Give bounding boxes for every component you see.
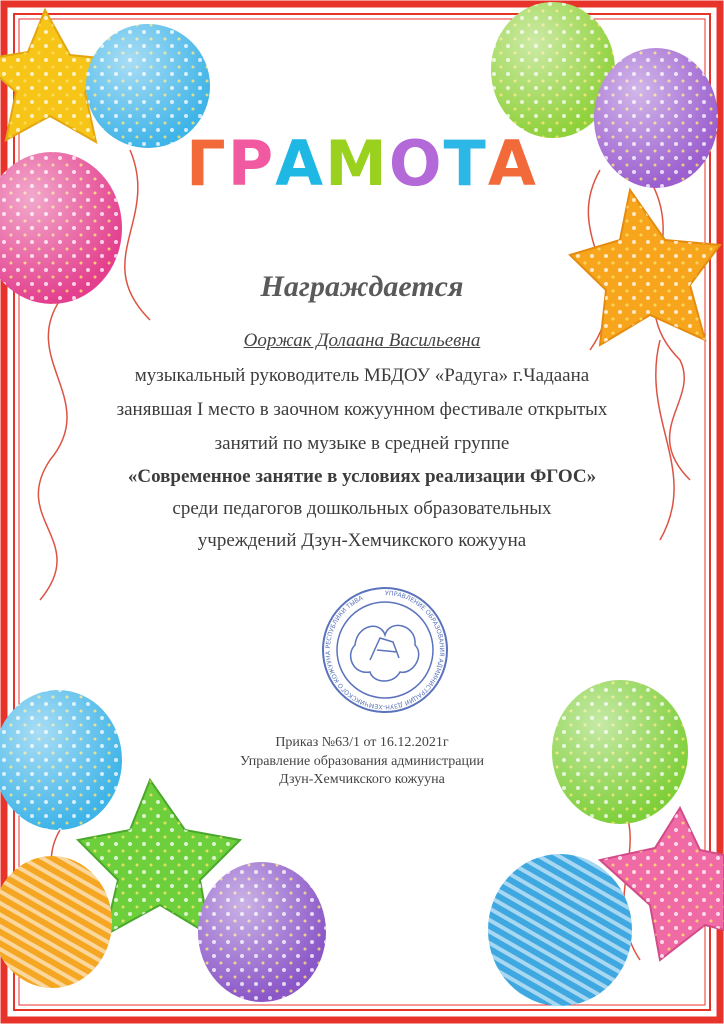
title-letter: А xyxy=(487,127,538,200)
title-letter: Т xyxy=(443,127,488,200)
event-title: «Современное занятие в условиях реализации ФГОС» xyxy=(127,466,597,487)
issuer-line-2: Дзун-Хемчикского кожууна xyxy=(279,772,445,787)
issuer-line-1: Управление образования администрации xyxy=(240,754,484,769)
order-number: Приказ №63/1 от 16.12.2021г xyxy=(275,735,449,750)
awarded-heading: Награждается xyxy=(260,270,464,303)
official-stamp xyxy=(323,588,447,712)
svg-text:УПРАВЛЕНИЕ ОБРАЗОВАНИЯ АДМИНИС: УПРАВЛЕНИЕ ОБРАЗОВАНИЯ АДМИНИСТРАЦИИ ДЗУН-ХЕМЧИКСКОГО КОЖУУНА РЕСПУБЛИКИ ТЫВА xyxy=(324,589,445,711)
certificate-title xyxy=(186,127,538,200)
title-letter: А xyxy=(275,127,326,200)
title-letter: М xyxy=(325,127,389,200)
description-line-1: музыкальный руководитель МБДОУ «Радуга» г.Чадаана xyxy=(134,365,590,386)
title-letter: Г xyxy=(186,127,228,200)
description-line-5: среди педагогов дошкольных образовательных xyxy=(172,498,552,519)
description-line-3: занятий по музыке в средней группе xyxy=(214,433,510,454)
title-letter: О xyxy=(388,127,444,200)
bottom-right-balloons xyxy=(488,680,724,1006)
recipient-name: Ооржак Долаана Васильевна xyxy=(243,330,481,351)
svg-text:ГРАМОТА xyxy=(186,127,538,200)
description-line-6: учреждений Дзун-Хемчикского кожууна xyxy=(197,530,527,551)
title-letter: Р xyxy=(227,127,276,200)
top-left-balloons xyxy=(0,10,210,304)
description-line-2: занявшая I место в заочном кожуунном фестивале открытых xyxy=(116,399,608,420)
